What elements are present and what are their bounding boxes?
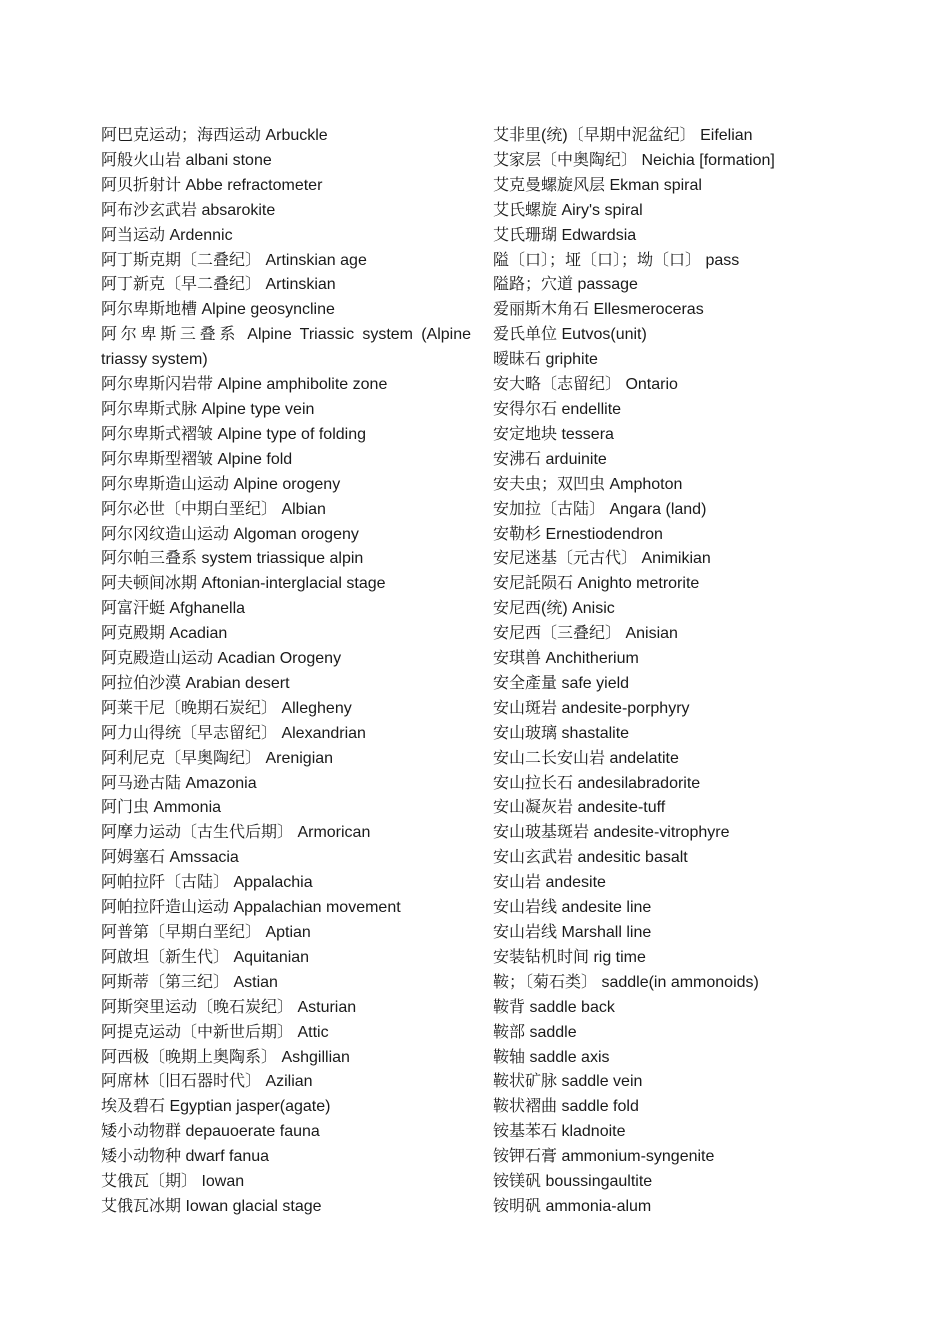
glossary-entry: 安琪兽 Anchitherium — [493, 650, 639, 668]
glossary-entry: 鞍部 saddle — [493, 1023, 577, 1041]
glossary-entry: 安加拉〔古陆〕 Angara (land) — [493, 500, 707, 518]
glossary-entry: 阿丁新克〔早二叠纪〕 Artinskian — [101, 276, 336, 294]
glossary-left-column — [101, 124, 471, 1220]
glossary-entry: 铵钾石膏 ammonium-syngenite — [493, 1148, 715, 1166]
glossary-entry: 阿利尼克〔早奥陶纪〕 Arenigian — [101, 749, 334, 767]
glossary-entry: 安大略〔志留纪〕 Ontario — [493, 376, 678, 394]
glossary-entry: 安沸石 arduinite — [493, 450, 607, 468]
glossary-entry: 鞍状褶曲 saddle fold — [493, 1098, 639, 1116]
glossary-entry: 安尼西(统) Anisic — [493, 600, 615, 618]
glossary-entry: 安山岩 andesite — [493, 874, 606, 892]
glossary-entry: 铵镁矾 boussingaultite — [493, 1173, 653, 1191]
glossary-entry: 阿克殿造山运动 Acadian Orogeny — [101, 650, 342, 668]
glossary-entry: 安全產量 safe yield — [493, 674, 630, 692]
glossary-entry: 安尼迷基〔元古代〕 Animikian — [493, 550, 711, 568]
glossary-entry: 爱氏单位 Eutvos(unit) — [493, 326, 647, 344]
glossary-entry: 安尼西〔三叠纪〕 Anisian — [493, 625, 678, 643]
glossary-entry: 安山斑岩 andesite-porphyry — [493, 699, 690, 717]
glossary-entry: 阿帕拉阡〔古陆〕 Appalachia — [101, 874, 313, 892]
glossary-entry: 阿席林〔旧石器时代〕 Azilian — [101, 1073, 313, 1091]
glossary-entry: 阿帕拉阡造山运动 Appalachian movement — [101, 899, 401, 917]
glossary-entry: 矮小动物种 dwarf fanua — [101, 1148, 270, 1166]
glossary-entry: 阿尔卑斯式脉 Alpine type vein — [101, 400, 315, 418]
glossary-entry: 阿尔卑斯三叠系 Alpine Triassic system (Alpine triassy system) — [101, 326, 471, 369]
glossary-entry: 阿斯蒂〔第三纪〕 Astian — [101, 973, 278, 991]
glossary-entry: 安山岩线 Marshall line — [493, 924, 652, 941]
glossary-entry: 阿啟坦〔新生代〕 Aquitanian — [101, 948, 310, 966]
glossary-entry: 阿摩力运动〔古生代后期〕 Armorican — [101, 824, 371, 842]
glossary-entry: 矮小动物群 depauoerate fauna — [101, 1123, 320, 1141]
glossary-entry: 阿尔冈纹造山运动 Algoman orogeny — [101, 525, 359, 543]
glossary-entry: 铵明矾 ammonia-alum — [493, 1197, 652, 1215]
glossary-entry: 铵基苯石 kladnoite — [493, 1123, 626, 1141]
glossary-entry: 隘〔口〕；垭〔口〕；坳〔口〕 pass — [493, 251, 740, 269]
glossary-entry: 暧昧石 griphite — [493, 351, 598, 369]
glossary-entry: 阿布沙玄武岩 absarokite — [101, 201, 276, 219]
glossary-entry: 鞍背 saddle back — [493, 998, 615, 1016]
glossary-entry: 安山二长安山岩 andelatite — [493, 749, 679, 767]
glossary-entry: 安山凝灰岩 andesite-tuff — [493, 799, 666, 817]
glossary-entry: 阿提克运动〔中新世后期〕 Attic — [101, 1023, 329, 1041]
glossary-entry: 艾克曼螺旋风层 Ekman spiral — [493, 176, 702, 194]
glossary-entry: 艾非里(统)〔早期中泥盆纪〕 Eifelian — [493, 127, 753, 144]
glossary-entry: 阿门虫 Ammonia — [101, 799, 222, 817]
glossary-entry: 艾氏珊瑚 Edwardsia — [493, 226, 637, 244]
glossary-entry: 阿当运动 Ardennic — [101, 226, 233, 244]
glossary-entry: 阿尔帕三叠系 system triassique alpin — [101, 550, 364, 568]
glossary-entry: 阿尔卑斯造山运动 Alpine orogeny — [101, 475, 341, 493]
glossary-entry: 阿尔卑斯型褶皱 Alpine fold — [101, 450, 293, 468]
glossary-entry: 阿普第〔早期白垩纪〕 Aptian — [101, 924, 311, 941]
glossary-entry: 安山拉长石 andesilabradorite — [493, 774, 701, 792]
glossary-entry: 艾俄瓦〔期〕 Iowan — [101, 1173, 245, 1191]
glossary-entry: 隘路；穴道 passage — [493, 276, 638, 294]
glossary-entry: 阿姆塞石 Amssacia — [101, 849, 239, 867]
glossary-entry: 阿巴克运动；海西运动 Arbuckle — [101, 127, 328, 144]
glossary-entry: 阿斯突里运动〔晚石炭纪〕 Asturian — [101, 998, 357, 1016]
glossary-entry: 阿克殿期 Acadian — [101, 625, 228, 643]
glossary-entry: 阿贝折射计 Abbe refractometer — [101, 176, 323, 194]
glossary-entry: 阿尔卑斯闪岩带 Alpine amphibolite zone — [101, 376, 388, 394]
glossary-entry: 鞍；〔菊石类〕 saddle(in ammonoids) — [493, 973, 759, 991]
glossary-entry: 安装钻机时间 rig time — [493, 948, 646, 966]
glossary-entry: 安尼託陨石 Anighto metrorite — [493, 575, 700, 593]
glossary-entry: 安山岩线 andesite line — [493, 899, 652, 917]
glossary-entry: 安夫虫；双凹虫 Amphoton — [493, 475, 683, 493]
glossary-entry: 艾家层〔中奥陶纪〕 Neichia [formation] — [493, 151, 775, 169]
glossary-entry: 安定地块 tessera — [493, 425, 614, 443]
glossary-entry: 阿夫顿间冰期 Aftonian-interglacial stage — [101, 575, 386, 593]
glossary-entry: 安得尔石 endellite — [493, 400, 622, 418]
glossary-entry: 阿马逊古陆 Amazonia — [101, 774, 257, 792]
glossary-entry: 阿西极〔晚期上奥陶系〕 Ashgillian — [101, 1048, 350, 1066]
glossary-right-column — [493, 124, 893, 1220]
glossary-entry: 阿尔卑斯地槽 Alpine geosyncline — [101, 301, 335, 319]
glossary-entry: 安山玻璃 shastalite — [493, 724, 630, 742]
glossary-entry: 艾氏螺旋 Airy's spiral — [493, 201, 643, 219]
glossary-entry: 阿尔必世〔中期白垩纪〕 Albian — [101, 500, 326, 518]
glossary-entry: 安山玻基斑岩 andesite-vitrophyre — [493, 824, 730, 842]
glossary-entry: 鞍状矿脉 saddle vein — [493, 1073, 643, 1091]
glossary-entry: 阿般火山岩 albani stone — [101, 151, 272, 169]
glossary-entry: 安山玄武岩 andesitic basalt — [493, 849, 688, 867]
glossary-entry: 阿丁斯克期〔二叠纪〕 Artinskian age — [101, 251, 367, 269]
glossary-entry: 阿尔卑斯式褶皱 Alpine type of folding — [101, 425, 366, 443]
glossary-entry: 艾俄瓦冰期 Iowan glacial stage — [101, 1197, 322, 1215]
glossary-entry: 埃及碧石 Egyptian jasper(agate) — [101, 1098, 331, 1116]
glossary-entry: 阿拉伯沙漠 Arabian desert — [101, 674, 290, 692]
glossary-entry: 安勒杉 Ernestiodendron — [493, 525, 663, 543]
glossary-entry: 阿莱干尼〔晚期石炭纪〕 Allegheny — [101, 699, 352, 717]
glossary-entry: 阿力山得统〔早志留纪〕 Alexandrian — [101, 724, 366, 742]
glossary-entry: 鞍轴 saddle axis — [493, 1048, 610, 1066]
glossary-entry: 爱丽斯木角石 Ellesmeroceras — [493, 301, 704, 319]
glossary-entry: 阿富汗蜓 Afghanella — [101, 600, 246, 618]
